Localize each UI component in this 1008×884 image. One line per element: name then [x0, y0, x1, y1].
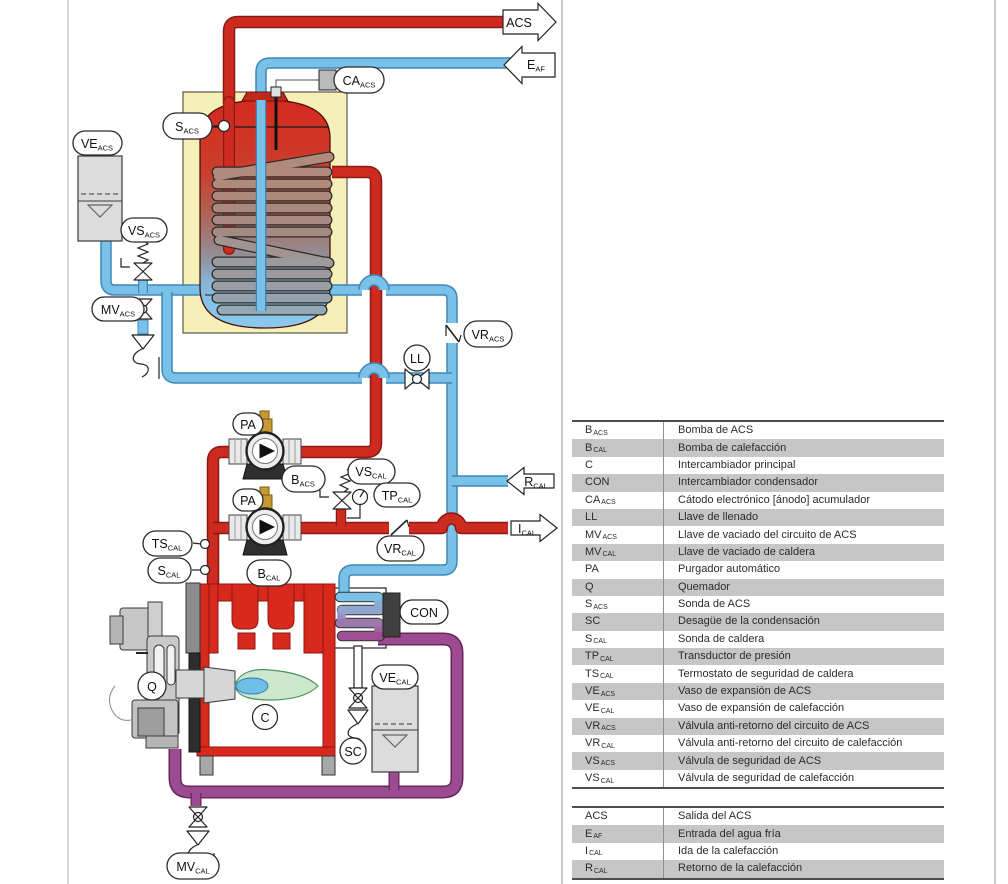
- table-row: [572, 860, 944, 878]
- description-cell: Salida del ACS: [678, 810, 752, 823]
- svg-text:RCAL: $R_{CAL}$: [524, 475, 548, 491]
- description-cell: Vaso de expansión de calefacción: [678, 702, 845, 715]
- description-cell: Llave de vaciado de caldera: [678, 545, 815, 558]
- symbol-cell: VRACS: [572, 718, 664, 735]
- table-row: [572, 807, 944, 825]
- symbol-cell: ICAL: [572, 843, 664, 860]
- svg-text:VRCAL: $VR_{CAL}$: [384, 542, 416, 558]
- expansion-vessel-cal: [372, 686, 418, 772]
- description-cell: Sonda de caldera: [678, 632, 765, 645]
- tank-sensor-dot: [219, 121, 230, 132]
- table-row: [572, 752, 944, 769]
- table-row: [572, 544, 944, 561]
- svg-text:EAF: $E_{AF}$: [527, 58, 545, 74]
- description-cell: Intercambiador principal: [678, 458, 796, 471]
- boiler-sensor-dot: [201, 566, 210, 575]
- symbol-cell: LL: [572, 509, 664, 526]
- symbol-cell: MVACS: [572, 526, 664, 543]
- description-cell: Vaso de expansión de ACS: [678, 685, 812, 698]
- legend-components-table: [572, 420, 944, 789]
- description-cell: Válvula anti-retorno del circuito de calefacción: [678, 737, 903, 750]
- description-cell: Purgador automático: [678, 563, 781, 576]
- symbol-cell: SACS: [572, 596, 664, 613]
- symbol-cell: SCAL: [572, 631, 664, 648]
- symbol-cell: BCAL: [572, 439, 664, 456]
- check-valve-cal: [389, 518, 409, 537]
- svg-text:Q: Q: [147, 680, 157, 694]
- symbol-cell: VECAL: [572, 700, 664, 717]
- symbol-cell: VSCAL: [572, 770, 664, 788]
- svg-text:TSCAL: $TS_{CAL}$: [151, 537, 183, 553]
- table-row: [572, 526, 944, 543]
- svg-text:SCAL: $S_{CAL}$: [157, 564, 181, 580]
- description-cell: Desagüe de la condensación: [678, 615, 820, 628]
- svg-text:CON: CON: [410, 606, 438, 620]
- table-row: [572, 492, 944, 509]
- legend-connections-body: [572, 807, 944, 879]
- description-cell: Ida de la calefacción: [678, 844, 779, 857]
- description-cell: Quemador: [678, 580, 730, 593]
- description-cell: Bomba de ACS: [678, 424, 754, 437]
- description-cell: Transductor de presión: [678, 650, 791, 663]
- condenser-block: [383, 593, 400, 637]
- symbol-cell: ACS: [572, 807, 664, 825]
- svg-text:SC: SC: [344, 745, 362, 759]
- table-row: [572, 770, 944, 788]
- description-cell: Termostato de seguridad de caldera: [678, 667, 854, 680]
- symbol-cell: CON: [572, 474, 664, 491]
- description-cell: Intercambiador condensador: [678, 476, 819, 489]
- symbol-cell: PA: [572, 561, 664, 578]
- svg-text:LL: LL: [410, 352, 424, 366]
- description-cell: Llave de llenado: [678, 511, 759, 524]
- symbol-cell: EAF: [572, 825, 664, 842]
- description-cell: Sonda de ACS: [678, 598, 751, 611]
- tank-coil: [217, 157, 329, 310]
- burner-plate-upper: [186, 583, 200, 653]
- description-cell: Cátodo electrónico [ánodo] acumulador: [678, 493, 871, 506]
- description-cell: Válvula de seguridad de calefacción: [678, 772, 855, 784]
- symbol-cell: BACS: [572, 421, 664, 439]
- expansion-vessel-acs: [78, 156, 122, 241]
- description-cell: Bomba de calefacción: [678, 441, 787, 454]
- svg-text:MVCAL: $MV_{CAL}$: [176, 860, 210, 876]
- table-row: [572, 735, 944, 752]
- boiler-thermostat-dot: [201, 540, 210, 549]
- table-row: [572, 648, 944, 665]
- svg-text:VSACS: $VS_{ACS}$: [127, 224, 161, 240]
- symbol-cell: VSACS: [572, 752, 664, 769]
- table-row: [572, 700, 944, 717]
- table-row: [572, 596, 944, 613]
- svg-text:VECAL: $VE_{CAL}$: [379, 671, 411, 687]
- table-row: [572, 421, 944, 439]
- table-row: [572, 561, 944, 578]
- symbol-cell: SC: [572, 613, 664, 630]
- boiler-leg: [322, 756, 335, 775]
- table-row: [572, 457, 944, 474]
- svg-text:MVACS: $MV_{ACS}$: [100, 303, 136, 319]
- symbol-cell: VEACS: [572, 683, 664, 700]
- condensate-drain: [348, 646, 368, 750]
- table-row: [572, 665, 944, 682]
- symbol-cell: Q: [572, 579, 664, 596]
- burner-flame: [235, 670, 318, 700]
- safety-valve-acs: [121, 240, 152, 280]
- table-row: [572, 631, 944, 648]
- symbol-cell: TPCAL: [572, 648, 664, 665]
- description-cell: Retorno de la calefacción: [678, 862, 803, 875]
- symbol-cell: RCAL: [572, 860, 664, 878]
- svg-text:BCAL: $B_{CAL}$: [257, 567, 281, 583]
- svg-text:TPCAL: $TP_{CAL}$: [381, 489, 413, 505]
- svg-text:PA: PA: [240, 418, 256, 432]
- symbol-cell: TSCAL: [572, 665, 664, 682]
- svg-text:PA: PA: [240, 494, 256, 508]
- symbol-cell: CAACS: [572, 492, 664, 509]
- symbol-cell: C: [572, 457, 664, 474]
- table-row: [572, 825, 944, 842]
- legend-components-body: [572, 421, 944, 788]
- svg-text:CAACS: $CA_{ACS}$: [342, 74, 376, 90]
- svg-text:ICAL: $I_{CAL}$: [518, 522, 537, 538]
- svg-text:ACS: ACS: [506, 16, 532, 30]
- description-cell: Llave de vaciado del circuito de ACS: [678, 528, 857, 541]
- svg-text:VEACS: $VE_{ACS}$: [80, 137, 114, 153]
- description-cell: Válvula anti-retorno del circuito de ACS: [678, 719, 870, 732]
- svg-text:C: C: [260, 711, 270, 725]
- symbol-cell: VRCAL: [572, 735, 664, 752]
- table-row: [572, 843, 944, 860]
- description-cell: Entrada del agua fría: [678, 827, 781, 840]
- anode-fitting: [271, 87, 281, 97]
- svg-text:VSCAL: $VS_{CAL}$: [355, 465, 387, 481]
- svg-text:SACS: $S_{ACS}$: [175, 120, 199, 136]
- table-row: [572, 718, 944, 735]
- fill-valve: [405, 369, 429, 389]
- description-cell: Válvula de seguridad de ACS: [678, 754, 822, 767]
- table-row: [572, 439, 944, 456]
- svg-text:VRACS: $VR_{ACS}$: [471, 328, 505, 344]
- legend-connections-table: [572, 806, 944, 880]
- table-row: [572, 613, 944, 630]
- table-row: [572, 683, 944, 700]
- check-valve-acs: [444, 323, 461, 343]
- page-right-edge: [994, 0, 996, 884]
- table-row: [572, 579, 944, 596]
- boiler-leg: [200, 756, 213, 775]
- symbol-cell: MVCAL: [572, 544, 664, 561]
- table-row: [572, 474, 944, 491]
- burner-plate-lower: [189, 653, 200, 752]
- pressure-gauge: [347, 490, 368, 519]
- connection-arrows: [503, 4, 557, 542]
- svg-text:BACS: $B_{ACS}$: [291, 473, 315, 489]
- table-row: [572, 509, 944, 526]
